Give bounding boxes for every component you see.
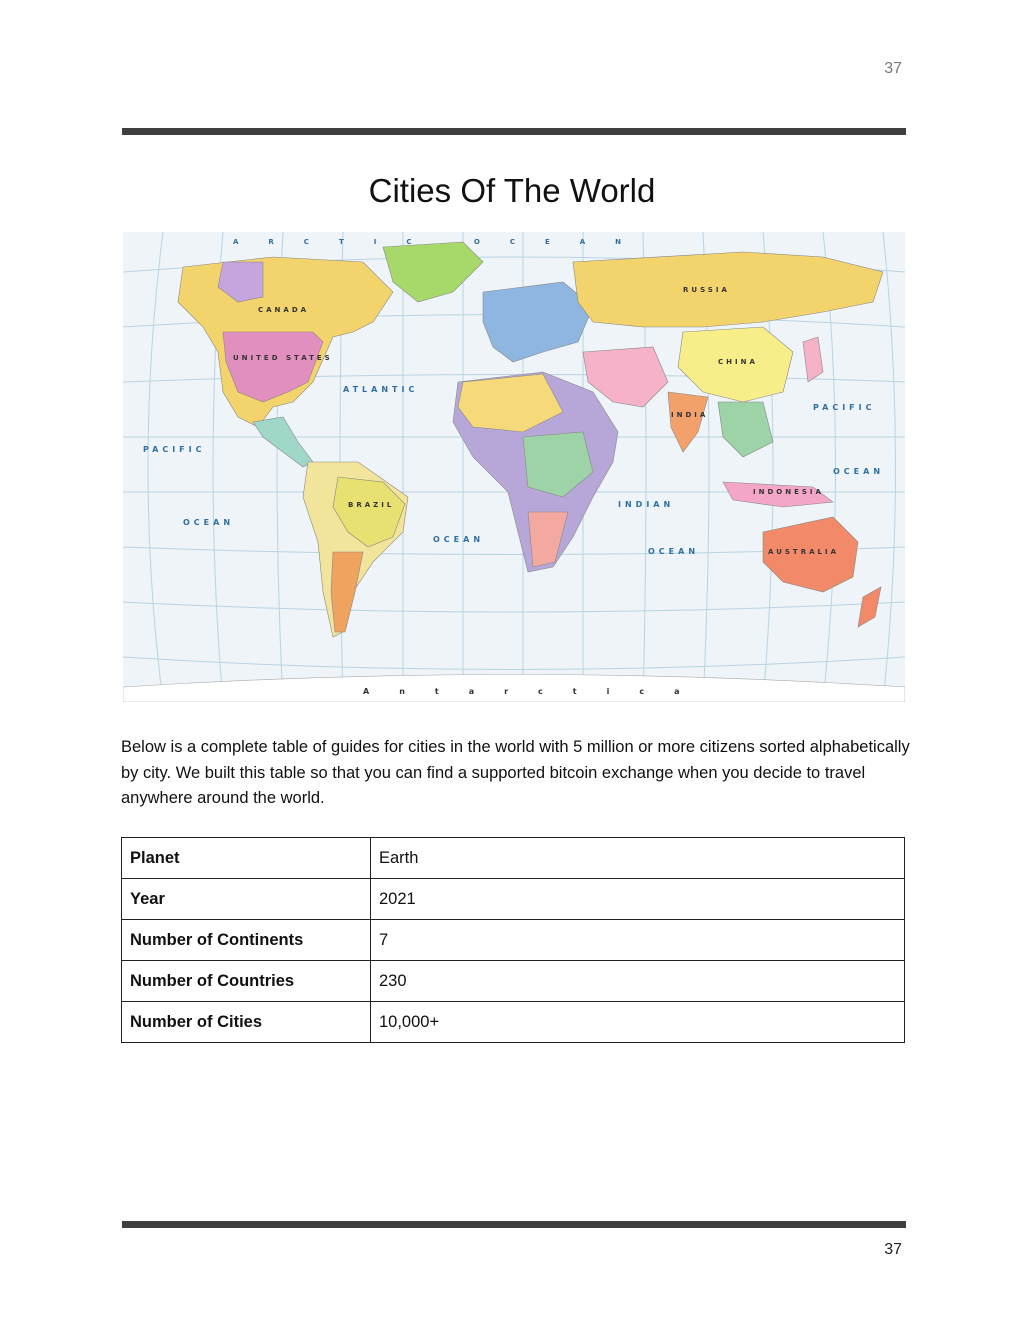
header-rule bbox=[122, 128, 906, 135]
japan-shape bbox=[803, 337, 823, 382]
row-label: Number of Cities bbox=[122, 1002, 371, 1043]
map-label-canada: CANADA bbox=[258, 306, 310, 314]
central-america-shape bbox=[253, 417, 313, 467]
map-label-pacific-west: PACIFIC bbox=[143, 445, 206, 454]
map-label-brazil: BRAZIL bbox=[348, 501, 395, 509]
map-label-ocean-west: OCEAN bbox=[183, 518, 235, 527]
map-label-ocean-atlantic: OCEAN bbox=[433, 535, 485, 544]
table-row bbox=[122, 1002, 905, 1043]
map-label-atlantic: ATLANTIC bbox=[343, 385, 419, 394]
map-label-indian: INDIAN bbox=[618, 500, 675, 509]
map-label-antarctica: Antarctica bbox=[363, 687, 710, 696]
row-label: Number of Continents bbox=[122, 920, 371, 961]
row-value: 7 bbox=[371, 920, 905, 961]
intro-paragraph: Below is a complete table of guides for cities in the world with 5 million or more citizens sorted alphabetically by city. We built this table so that you can find a supported bitcoin exchange when you decide to travel anywhere around the world. bbox=[121, 738, 910, 807]
map-label-russia: RUSSIA bbox=[683, 286, 730, 294]
table-row bbox=[122, 879, 905, 920]
map-label-pacific-east: PACIFIC bbox=[813, 403, 876, 412]
table-row bbox=[122, 838, 905, 879]
map-label-arctic: ARCTIC OCEAN bbox=[233, 238, 652, 246]
map-label-australia: AUSTRALIA bbox=[768, 548, 839, 556]
map-label-india: INDIA bbox=[671, 411, 709, 419]
table-row bbox=[122, 961, 905, 1002]
row-value: Earth bbox=[371, 838, 905, 879]
usa-shape bbox=[223, 332, 323, 402]
argentina-shape bbox=[331, 552, 363, 632]
map-label-ocean-east: OCEAN bbox=[833, 467, 885, 476]
map-label-usa: UNITED STATES bbox=[233, 354, 333, 362]
page-number-bottom: 37 bbox=[884, 1241, 902, 1258]
row-label: Planet bbox=[122, 838, 371, 879]
india-shape bbox=[668, 392, 708, 452]
world-map bbox=[123, 232, 905, 702]
southeast-asia-shape bbox=[718, 402, 773, 457]
europe-shape bbox=[483, 282, 593, 362]
row-value: 10,000+ bbox=[371, 1002, 905, 1043]
row-label: Year bbox=[122, 879, 371, 920]
footer-rule bbox=[122, 1221, 906, 1228]
greenland-shape bbox=[383, 242, 483, 302]
map-label-indonesia: INDONESIA bbox=[753, 488, 824, 496]
row-value: 2021 bbox=[371, 879, 905, 920]
page-title: Cities Of The World bbox=[368, 172, 656, 209]
map-label-china: CHINA bbox=[718, 358, 758, 366]
row-label: Number of Countries bbox=[122, 961, 371, 1002]
table-row bbox=[122, 920, 905, 961]
row-value: 230 bbox=[371, 961, 905, 1002]
map-label-ocean-indian: OCEAN bbox=[648, 547, 700, 556]
world-facts-table bbox=[121, 837, 905, 1043]
new-zealand-shape bbox=[858, 587, 881, 627]
page-number-top: 37 bbox=[884, 60, 902, 77]
